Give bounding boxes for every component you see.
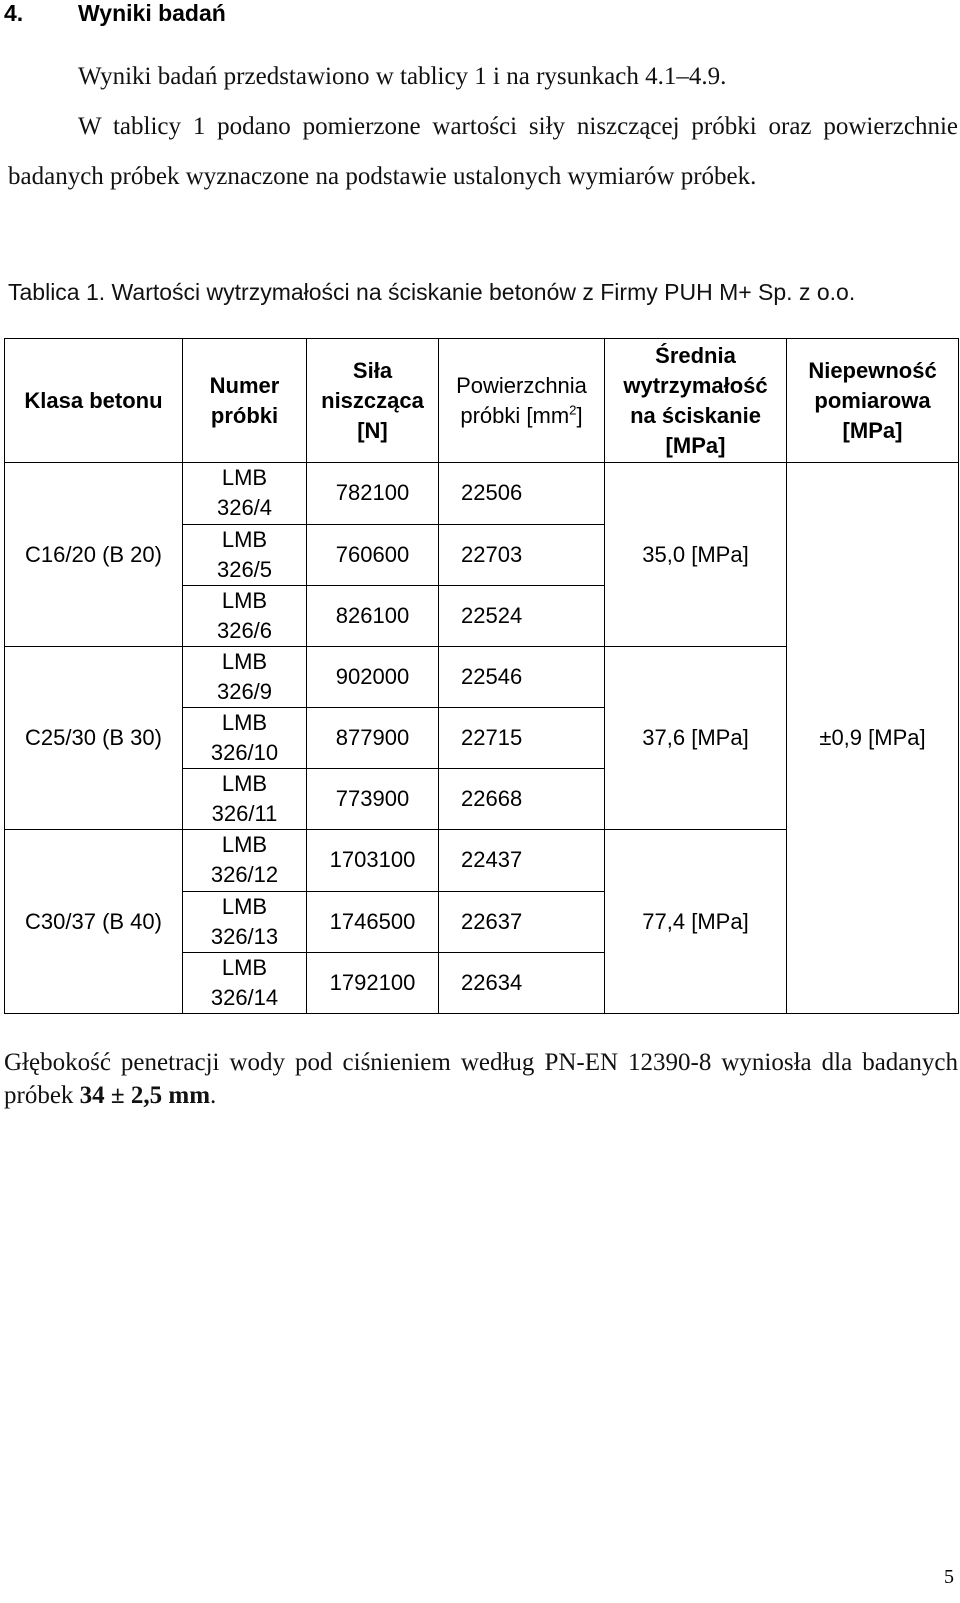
header-powierzchnia-text: Powierzchnia próbki [mm [456, 372, 587, 428]
header-sila: Siła niszcząca [N] [307, 339, 439, 463]
header-powierzchnia [439, 339, 605, 463]
sample-prefix: LMB [221, 526, 268, 552]
pow-cell: 22668 [439, 769, 605, 830]
sample-prefix: LMB [221, 771, 268, 797]
header-niepewnosc: Niepewność pomiarowa [MPa] [787, 339, 959, 463]
section-number: 4. [4, 0, 24, 26]
table-caption: Tablica 1. Wartości wytrzymałości na ściskanie betonów z Firmy PUH M+ Sp. z o.o. [8, 279, 856, 305]
paragraph-table-description: W tablicy 1 podano pomierzone wartości siły niszczącej próbki oraz powierzchnie badanych próbek wyznaczone na podstawie ustalonych wymiarów próbek. [8, 113, 958, 190]
sample-cell [183, 585, 307, 646]
sila-cell: 760600 [307, 524, 439, 585]
sample-number: 326/13 [210, 923, 279, 949]
klasa-cell: C30/37 (B 40) [5, 830, 183, 1014]
sample-number: 326/10 [210, 740, 279, 766]
pow-cell: 22715 [439, 708, 605, 769]
sample-prefix: LMB [221, 710, 268, 736]
header-powierzchnia-sup: 2 [569, 402, 577, 418]
sample-cell [183, 830, 307, 891]
pow-cell: 22524 [439, 585, 605, 646]
sample-prefix: LMB [221, 587, 268, 613]
header-klasa: Klasa betonu [5, 339, 183, 463]
sample-cell [183, 524, 307, 585]
footer-text: Głębokość penetracji wody pod ciśnieniem według PN-EN 12390-8 wyniosła dla badanych próbek [4, 1049, 958, 1109]
sample-number: 326/5 [216, 556, 273, 582]
table-header-row [5, 339, 959, 463]
sample-number: 326/9 [216, 678, 273, 704]
sample-cell [183, 769, 307, 830]
pow-cell: 22506 [439, 463, 605, 524]
niepewnosc-cell: ±0,9 [MPa] [787, 463, 959, 1014]
sample-prefix: LMB [221, 893, 268, 919]
klasa-cell: C25/30 (B 30) [5, 646, 183, 830]
sila-cell: 1703100 [307, 830, 439, 891]
srednia-cell: 77,4 [MPa] [605, 830, 787, 1014]
footer-paragraph [4, 1046, 958, 1112]
sample-number: 326/12 [210, 862, 279, 888]
sila-cell: 826100 [307, 585, 439, 646]
sample-number: 326/4 [216, 495, 273, 521]
section-heading [4, 0, 226, 27]
sample-cell [183, 952, 307, 1013]
sila-cell: 877900 [307, 708, 439, 769]
results-table [4, 338, 959, 1014]
sample-prefix: LMB [221, 954, 268, 980]
sila-cell: 902000 [307, 646, 439, 707]
page-number: 5 [944, 1566, 954, 1588]
sila-cell: 1746500 [307, 891, 439, 952]
pow-cell: 22703 [439, 524, 605, 585]
sila-cell: 1792100 [307, 952, 439, 1013]
sample-cell [183, 891, 307, 952]
header-powierzchnia-end: ] [576, 402, 583, 428]
sample-number: 326/11 [211, 801, 278, 827]
sample-cell [183, 646, 307, 707]
pow-cell: 22637 [439, 891, 605, 952]
sample-prefix: LMB [221, 465, 268, 491]
srednia-cell: 35,0 [MPa] [605, 463, 787, 647]
klasa-cell: C16/20 (B 20) [5, 463, 183, 647]
footer-end: . [210, 1082, 217, 1109]
sample-prefix: LMB [221, 648, 268, 674]
sample-prefix: LMB [221, 832, 268, 858]
sample-cell [183, 463, 307, 524]
section-title: Wyniki badań [78, 0, 226, 26]
sample-number: 326/14 [210, 984, 279, 1010]
pow-cell: 22634 [439, 952, 605, 1013]
sample-number: 326/6 [216, 617, 273, 643]
header-srednia: Średnia wytrzymałość na ściskanie [MPa] [605, 339, 787, 463]
footer-bold-value: 34 ± 2,5 mm [79, 1082, 211, 1109]
sample-cell [183, 708, 307, 769]
table-row [5, 463, 959, 524]
pow-cell: 22546 [439, 646, 605, 707]
sila-cell: 782100 [307, 463, 439, 524]
pow-cell: 22437 [439, 830, 605, 891]
paragraph-intro: Wyniki badań przedstawiono w tablicy 1 i na rysunkach 4.1–4.9. [78, 63, 727, 90]
header-numer: Numer próbki [183, 339, 307, 463]
sila-cell: 773900 [307, 769, 439, 830]
srednia-cell: 37,6 [MPa] [605, 646, 787, 830]
